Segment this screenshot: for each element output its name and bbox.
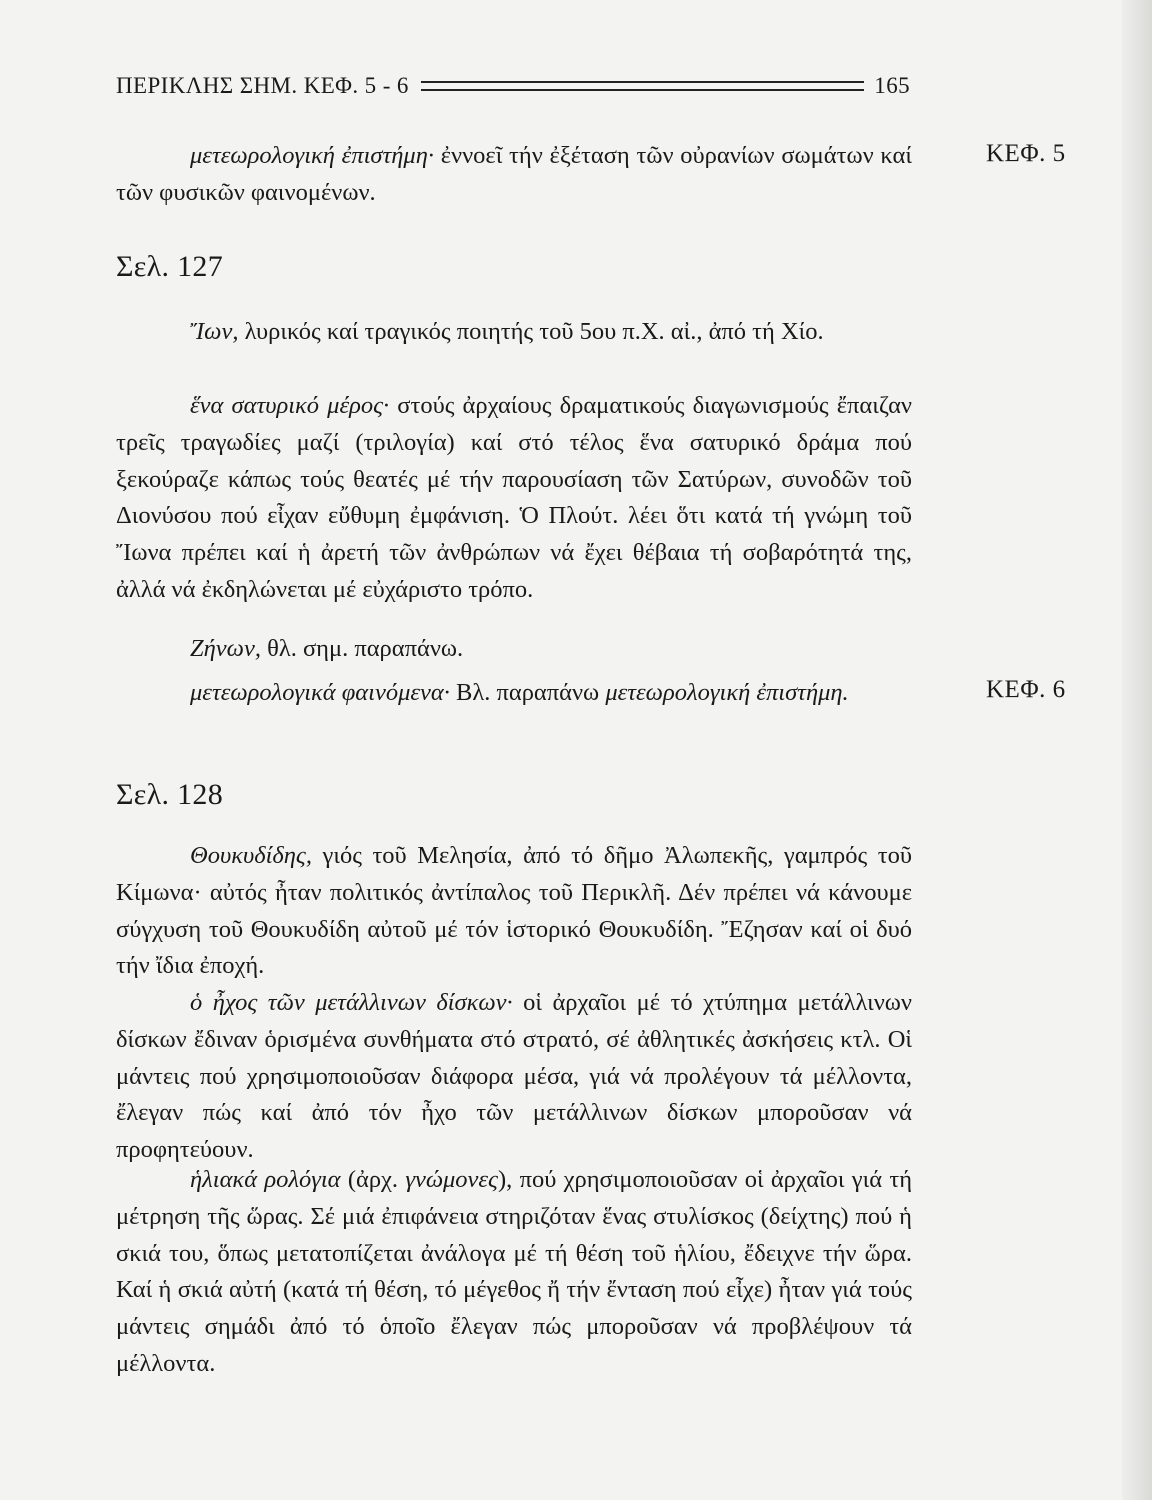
note-text: ἐννοεῖ τήν ἐξέταση τῶν οὐρανίων σωμάτων καί τῶν φυσικῶν φαινομένων. <box>116 142 912 206</box>
note-meteorological-phenomena <box>116 675 912 712</box>
note-text: θλ. σημ. παραπάνω. <box>260 635 464 662</box>
note-term: Ζήνων, <box>190 635 261 662</box>
note-satyr-play <box>116 388 912 609</box>
note-meteorological-science <box>116 138 912 212</box>
scan-edge-shadow <box>1122 0 1152 1500</box>
margin-chapter-6: ΚΕΦ. 6 <box>986 676 1066 703</box>
page-ref-128: Σελ. 128 <box>116 778 224 811</box>
note-text: οἱ ἀρχαῖοι μέ τό χτύπημα μετάλλινων δίσκων ἔδιναν ὁρισμένα συνθήματα στό στρατό, σέ ἀθλητικές ἀσκήσεις κτλ. Οἱ μάντεις πού χρησιμοποιοῦσαν διάφορα μέσα, γιά νά προλέγουν τά μέλλοντα, ἔλεγαν πώς καί ἀπό τόν ἦχο τῶν μετάλλινων δίσκων μποροῦσαν νά προφητεύουν. <box>116 989 912 1164</box>
note-term: ὁ ἦχος τῶν μετάλλινων δίσκων· <box>190 989 513 1016</box>
note-term: μετεωρολογικά φαινόμενα· <box>190 679 450 706</box>
note-term: Θουκυδίδης, <box>190 842 312 869</box>
note-thucydides <box>116 838 912 985</box>
note-text: (ἀρχ. <box>340 1166 406 1193</box>
note-term: ἡλιακά ρολόγια <box>190 1166 341 1193</box>
note-text: Βλ. παραπάνω <box>449 679 606 706</box>
note-zeno <box>116 631 912 668</box>
note-metal-discs <box>116 985 912 1169</box>
page-ref-127: Σελ. 127 <box>116 250 224 283</box>
page-number: 165 <box>874 73 910 98</box>
note-ion <box>116 314 912 351</box>
note-term: ἕνα σατυρικό μέρος· <box>190 392 390 419</box>
header-rule <box>421 81 864 91</box>
note-term: Ἴων, <box>190 318 239 345</box>
note-text: γιός τοῦ Μελησία, ἀπό τό δῆμο Ἀλωπεκῆς, γαμπρός τοῦ Κίμωνα· αὐτός ἦταν πολιτικός ἀντίπαλος τοῦ Περικλῆ. Δέν πρέπει νά κάνουμε σύγχυση τοῦ Θουκυδίδη αὐτοῦ μέ τόν ἱστορικό Θουκυδίδη. Ἔζησαν καί οἱ δυό τήν ἴδια ἐποχή. <box>116 842 912 980</box>
note-sundials <box>116 1162 912 1383</box>
note-text: λυρικός καί τραγικός ποιητής τοῦ 5ου π.Χ. αἰ., ἀπό τή Χίο. <box>238 318 824 345</box>
note-cross-reference: μετεωρολογική ἐπιστήμη. <box>605 679 849 706</box>
running-header <box>116 70 910 102</box>
note-text: ), πού χρησιμοποιοῦσαν οἱ ἀρχαῖοι γιά τή μέτρηση τῆς ὥρας. Σέ μιά ἐπιφάνεια στηριζόταν ἕνας στυλίσκος (δείχτης) πού ἡ σκιά του, ὅπως μετατοπίζεται ἀνάλογα μέ τή θέση τοῦ ἡλίου, ἔδειχνε τήν ὥρα. Καί ἡ σκιά αὐτή (κατά τή θέση, τό μέγεθος ἤ τήν ἔνταση πού εἶχε) ἦταν γιά τούς μάντεις σημάδι ἀπό τό ὁποῖο ἔλεγαν πώς μποροῦσαν νά προβλέψουν τά μέλλοντα. <box>116 1166 913 1377</box>
note-term-ancient: γνώμονες <box>405 1166 498 1193</box>
note-text: στούς ἀρχαίους δραματικούς διαγωνισμούς ἔπαιζαν τρεῖς τραγωδίες μαζί (τριλογία) καί στό τέλος ἕνα σατυρικό δράμα πού ξεκούραζε κάπως τούς θεατές μέ τήν παρουσίαση τῶν Σατύρων, συνοδῶν τοῦ Διονύσου πού εἶχαν εὔθυμη ἐμφάνιση. Ὁ Πλούτ. λέει ὅτι κατά τή γνώμη τοῦ Ἴωνα πρέπει καί ἡ ἀρετή τῶν ἀνθρώπων νά ἔχει θέβαια τή σοβαρότητά της, ἀλλά νά ἐκδηλώνεται μέ εὐχάριστο τρόπο. <box>116 392 912 603</box>
note-term: μετεωρολογική ἐπιστήμη· <box>190 142 434 169</box>
running-title: ΠΕΡΙΚΛΗΣ ΣΗΜ. ΚΕΦ. 5 - 6 <box>116 73 409 98</box>
margin-chapter-5: ΚΕΦ. 5 <box>986 140 1066 167</box>
